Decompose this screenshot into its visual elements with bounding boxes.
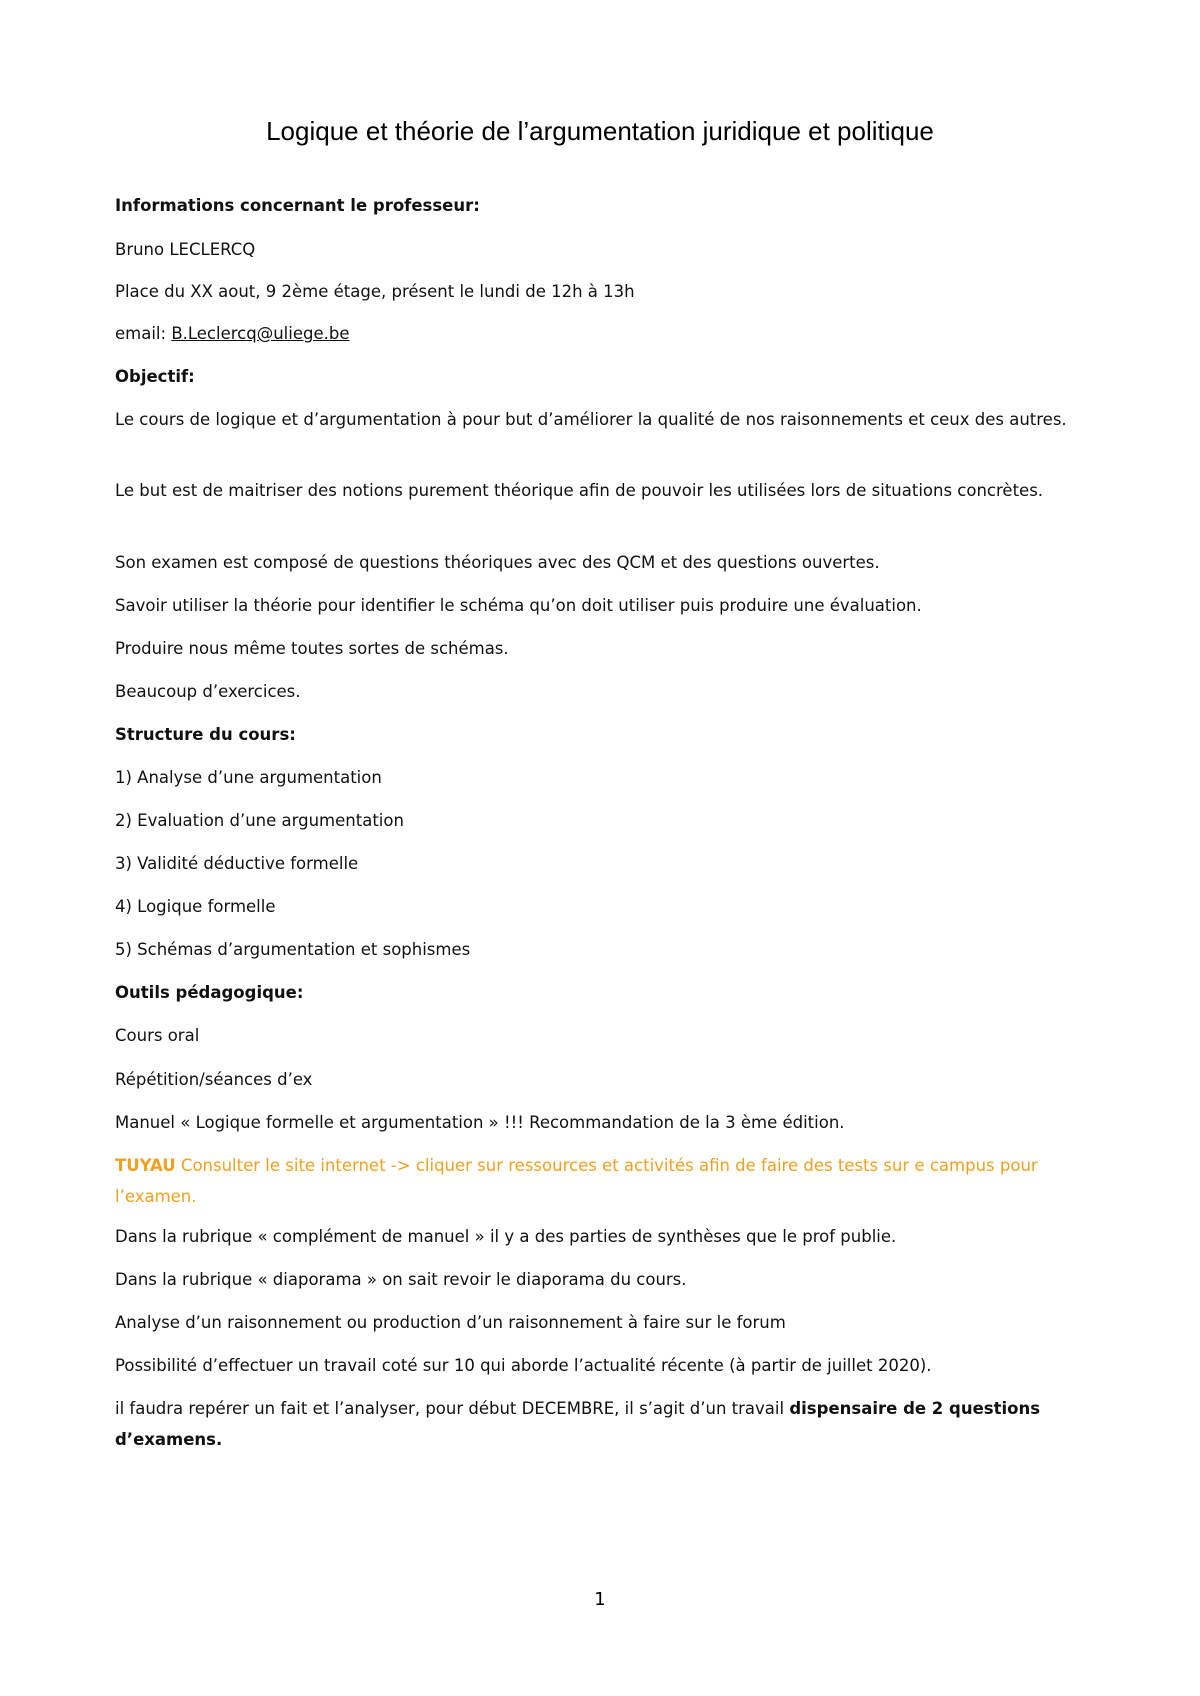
objective-paragraph: Le cours de logique et d’argumentation à pour but d’améliorer la qualité de nos raisonnements et ceux des autres. [115, 410, 1067, 429]
structure-item: 3) Validité déductive formelle [115, 854, 359, 873]
professor-name: Bruno LECLERCQ [115, 240, 256, 259]
objective-paragraph: Produire nous même toutes sortes de schémas. [115, 639, 509, 658]
tools-note: Dans la rubrique « complément de manuel » il y a des parties de synthèses que le prof publie. [115, 1227, 897, 1246]
final-text: il faudra repérer un fait et l’analyser, pour début DECEMBRE, il s’agit d’un travail [115, 1399, 790, 1418]
email-link[interactable]: B.Leclercq@uliege.be [171, 324, 350, 343]
tip-paragraph [115, 1150, 1095, 1212]
tools-note: Analyse d’un raisonnement ou production d’un raisonnement à faire sur le forum [115, 1313, 786, 1332]
tools-note: Dans la rubrique « diaporama » on sait revoir le diaporama du cours. [115, 1270, 687, 1289]
email-label: email: [115, 324, 172, 343]
final-paragraph [115, 1393, 1095, 1455]
objective-paragraph: Son examen est composé de questions théoriques avec des QCM et des questions ouvertes. [115, 553, 880, 572]
page-number: 1 [594, 1589, 606, 1610]
structure-item: 1) Analyse d’une argumentation [115, 768, 382, 787]
objective-paragraph: Le but est de maitriser des notions purement théorique afin de pouvoir les utilisées lors de situations concrètes. [115, 481, 1044, 500]
structure-item: 4) Logique formelle [115, 897, 276, 916]
professor-heading: Informations concernant le professeur: [115, 196, 480, 215]
tools-note: Possibilité d’effectuer un travail coté sur 10 qui aborde l’actualité récente (à partir de juillet 2020). [115, 1356, 932, 1375]
tools-item: Manuel « Logique formelle et argumentation » !!! Recommandation de la 3 ème édition. [115, 1113, 845, 1132]
professor-email-line [115, 318, 1095, 349]
structure-heading: Structure du cours: [115, 725, 296, 744]
tip-text: Consulter le site internet -> cliquer sur ressources et activités afin de faire des tests sur e campus pour l’examen. [115, 1156, 1038, 1206]
objective-paragraph: Savoir utiliser la théorie pour identifier le schéma qu’on doit utiliser puis produire une évaluation. [115, 596, 922, 615]
professor-office: Place du XX aout, 9 2ème étage, présent le lundi de 12h à 13h [115, 282, 635, 301]
tools-heading: Outils pédagogique: [115, 983, 304, 1002]
tools-item: Répétition/séances d’ex [115, 1070, 313, 1089]
tip-label: TUYAU [115, 1156, 176, 1175]
structure-item: 5) Schémas d’argumentation et sophismes [115, 940, 471, 959]
objective-paragraph: Beaucoup d’exercices. [115, 682, 301, 701]
objective-heading: Objectif: [115, 367, 195, 386]
final-bold-text: dispensaire de 2 questions d’examens. [115, 1399, 1041, 1449]
document-title: Logique et théorie de l’argumentation juridique et politique [266, 116, 934, 146]
tools-item: Cours oral [115, 1026, 200, 1045]
structure-item: 2) Evaluation d’une argumentation [115, 811, 404, 830]
